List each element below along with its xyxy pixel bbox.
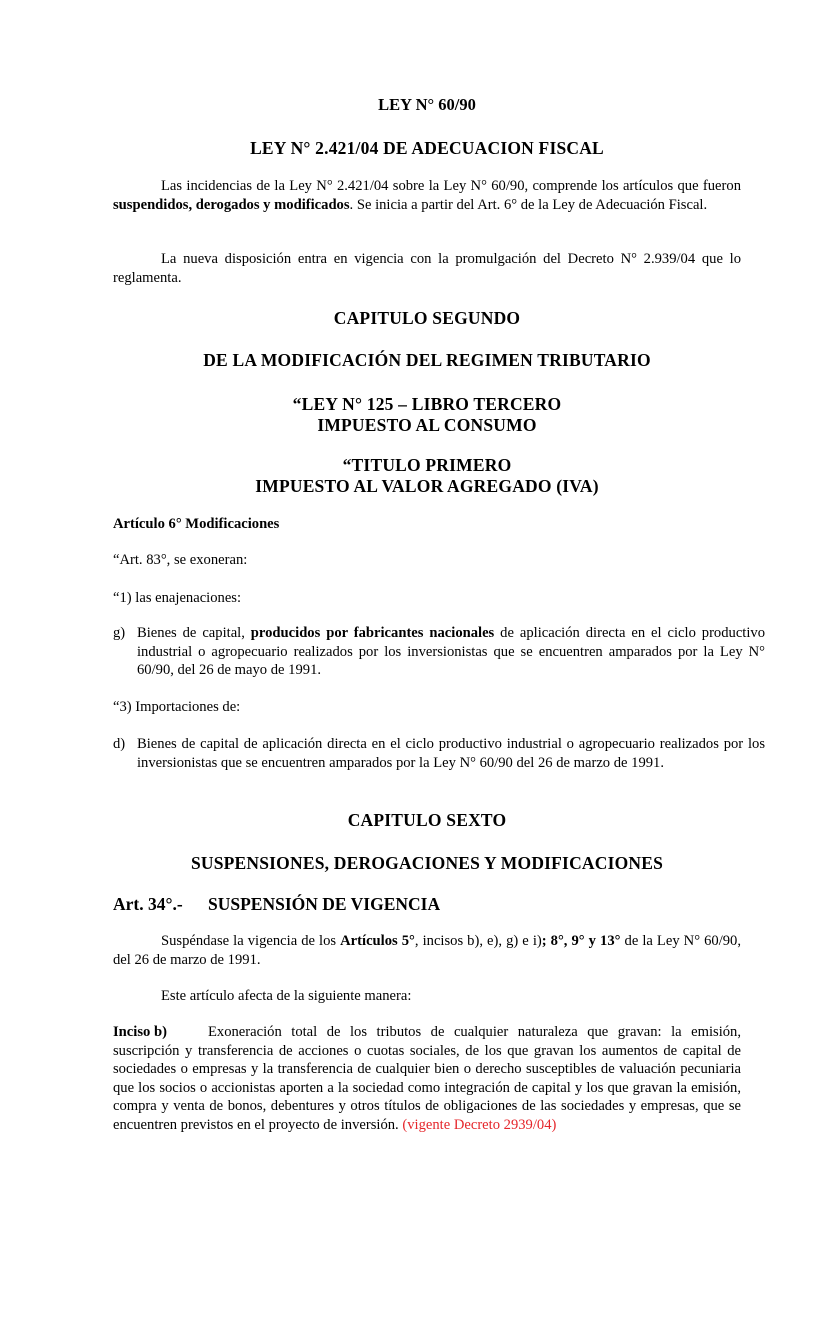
item-g-bold: producidos por fabricantes nacionales bbox=[250, 625, 495, 641]
enajenaciones-line: “1) las enajenaciones: bbox=[113, 590, 242, 606]
article-34-number: Art. 34°.- bbox=[113, 894, 183, 914]
article-6-heading: Artículo 6° Modificaciones bbox=[113, 516, 280, 532]
intro-paragraph-2: La nueva disposición entra en vigencia con la promulgación del Decreto N° 2.939/04 que lo reglamenta. bbox=[113, 251, 741, 286]
titulo-primero-heading bbox=[113, 455, 741, 497]
chapter-six-title: CAPITULO SEXTO bbox=[347, 810, 507, 830]
ley125-heading bbox=[113, 394, 741, 436]
article-34-title: SUSPENSIÓN DE VIGENCIA bbox=[208, 894, 441, 914]
item-g: g) Bienes de capital, producidos por fabricantes nacionales de aplicación directa en el ciclo productivo industrial o agropecuario realizados por los inversionistas que se encuentren amparados por la Ley N° 60/90, del 26 de mayo de 1991. bbox=[113, 625, 766, 679]
art83-line: “Art. 83°, se exoneran: bbox=[113, 552, 248, 568]
art34-paragraph-1: Suspéndase la vigencia de los Artículos 5°, incisos b), e), g) e i); 8°, 9° y 13° de la Ley N° 60/90, del 26 de marzo de 1991. bbox=[113, 933, 741, 968]
ley125-line2: IMPUESTO AL CONSUMO bbox=[317, 415, 537, 435]
art34-paragraph-2: Este artículo afecta de la siguiente manera: bbox=[161, 988, 412, 1004]
law-title: LEY N° 60/90 bbox=[378, 95, 476, 114]
item-d-marker: d) bbox=[113, 736, 126, 752]
inciso-b-label: Inciso b) bbox=[113, 1024, 167, 1040]
titulo-line1: “TITULO PRIMERO bbox=[342, 455, 512, 475]
decree-note: (vigente Decreto 2939/04) bbox=[402, 1116, 557, 1133]
law-adecuacion-title: LEY N° 2.421/04 DE ADECUACION FISCAL bbox=[250, 138, 604, 158]
importaciones-line: “3) Importaciones de: bbox=[113, 699, 241, 715]
intro-bold-terms: suspendidos, derogados y modificados bbox=[113, 196, 350, 213]
titulo-line2: IMPUESTO AL VALOR AGREGADO (IVA) bbox=[255, 476, 599, 496]
intro-paragraph-1: Las incidencias de la Ley N° 2.421/04 sobre la Ley N° 60/90, comprende los artículos que fueron suspendidos, derogados y modificados. Se inicia a partir del Art. 6° de la Ley de Adecuación Fiscal. bbox=[113, 178, 741, 213]
chapter-two-title: CAPITULO SEGUNDO bbox=[333, 308, 521, 328]
item-g-marker: g) bbox=[113, 625, 126, 641]
ley125-line1: “LEY N° 125 – LIBRO TERCERO bbox=[292, 394, 562, 414]
item-d: d) Bienes de capital de aplicación directa en el ciclo productivo industrial o agropecuario realizados por los inversionistas que se encuentren amparados por la Ley N° 60/90 del 26 de marzo de 1991. bbox=[113, 736, 765, 771]
article-34-heading bbox=[113, 893, 741, 915]
chapter-six-subtitle: SUSPENSIONES, DEROGACIONES Y MODIFICACIONES bbox=[190, 853, 664, 873]
inciso-b-paragraph: Inciso b) Exoneración total de los tributos de cualquier naturaleza que gravan: la emisión, suscripción y transferencia de acciones o cuotas sociales, de los que gravan los aumentos de capital de sociedades o empresas y la transferencia de cualquier bien o derecho susceptibles de valuación pecuniaria que los socios o accionistas aporten a la sociedad como integración de capital y los que gravan la emisión, compra y venta de bonos, debentures y otros títulos de obligaciones de las sociedades y empresas, que se encuentren previstos en el proyecto de inversión. (vigente Decreto 2939/04) bbox=[113, 1024, 741, 1133]
chapter-two-subtitle: DE LA MODIFICACIÓN DEL REGIMEN TRIBUTARIO bbox=[203, 350, 651, 370]
